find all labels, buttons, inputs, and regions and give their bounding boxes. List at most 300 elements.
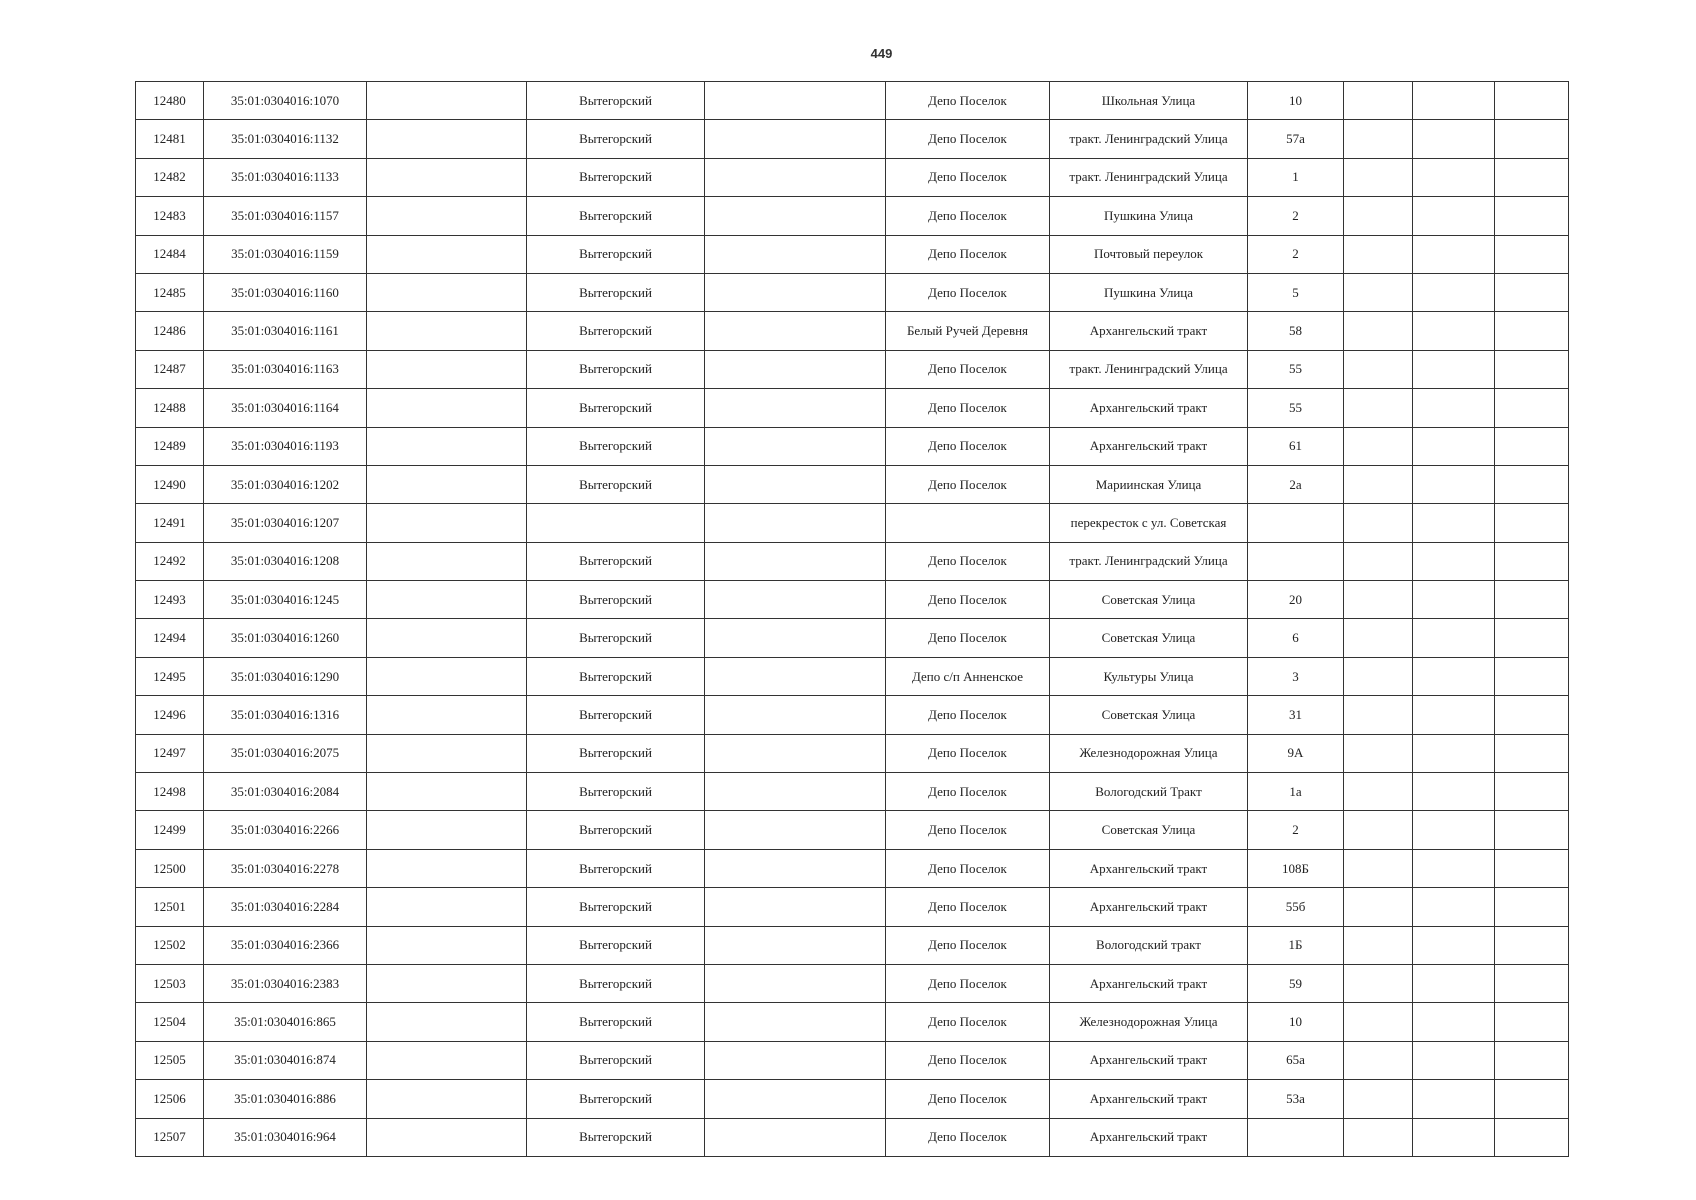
cell-row-number: 12497 [136, 734, 204, 772]
cell-locality: Депо Поселок [886, 235, 1050, 273]
cell-locality: Депо Поселок [886, 773, 1050, 811]
cell-row-number: 12491 [136, 504, 204, 542]
cell-street: Почтовый переулок [1050, 235, 1248, 273]
cell-empty [1495, 1080, 1569, 1118]
cell-empty [1344, 964, 1413, 1002]
cell-house-number: 9А [1248, 734, 1344, 772]
table-row [136, 1003, 1569, 1041]
cell-locality: Депо Поселок [886, 1003, 1050, 1041]
cell-district: Вытегорский [527, 581, 705, 619]
cell-cadastral-number: 35:01:0304016:1164 [204, 389, 367, 427]
cell-locality: Депо Поселок [886, 158, 1050, 196]
table-row [136, 273, 1569, 311]
cell-empty [1495, 734, 1569, 772]
cell-district: Вытегорский [527, 312, 705, 350]
cell-street: Советская Улица [1050, 581, 1248, 619]
cell-district: Вытегорский [527, 773, 705, 811]
cell-empty [367, 542, 527, 580]
cell-locality: Депо с/п Анненское [886, 657, 1050, 695]
cell-empty [1495, 811, 1569, 849]
cell-empty [705, 350, 886, 388]
cell-empty [1413, 427, 1495, 465]
cell-cadastral-number: 35:01:0304016:2084 [204, 773, 367, 811]
cell-house-number [1248, 1118, 1344, 1156]
cell-house-number: 108Б [1248, 849, 1344, 887]
cell-district: Вытегорский [527, 696, 705, 734]
cell-row-number: 12504 [136, 1003, 204, 1041]
cell-cadastral-number: 35:01:0304016:1070 [204, 82, 367, 120]
cell-empty [1344, 657, 1413, 695]
cell-empty [367, 197, 527, 235]
cell-house-number: 2 [1248, 811, 1344, 849]
cell-district: Вытегорский [527, 235, 705, 273]
table-row [136, 465, 1569, 503]
cell-empty [367, 389, 527, 427]
cell-empty [705, 849, 886, 887]
cell-row-number: 12492 [136, 542, 204, 580]
cell-empty [1495, 542, 1569, 580]
cell-district: Вытегорский [527, 657, 705, 695]
cell-locality: Депо Поселок [886, 197, 1050, 235]
cell-row-number: 12490 [136, 465, 204, 503]
cell-empty [705, 696, 886, 734]
cell-district: Вытегорский [527, 197, 705, 235]
cell-row-number: 12503 [136, 964, 204, 1002]
cell-row-number: 12506 [136, 1080, 204, 1118]
cell-empty [1495, 504, 1569, 542]
table-row [136, 581, 1569, 619]
cell-house-number: 2а [1248, 465, 1344, 503]
cell-empty [1344, 1080, 1413, 1118]
cell-cadastral-number: 35:01:0304016:865 [204, 1003, 367, 1041]
cell-empty [1495, 82, 1569, 120]
cell-district: Вытегорский [527, 1080, 705, 1118]
cell-house-number: 1а [1248, 773, 1344, 811]
cell-street: тракт. Ленинградский Улица [1050, 158, 1248, 196]
cell-empty [1344, 120, 1413, 158]
cell-empty [1495, 273, 1569, 311]
cell-empty [1495, 389, 1569, 427]
cell-cadastral-number: 35:01:0304016:1208 [204, 542, 367, 580]
cell-street: Пушкина Улица [1050, 273, 1248, 311]
cell-empty [367, 619, 527, 657]
cell-locality: Депо Поселок [886, 581, 1050, 619]
cell-row-number: 12501 [136, 888, 204, 926]
cell-street: Архангельский тракт [1050, 964, 1248, 1002]
cell-row-number: 12484 [136, 235, 204, 273]
cell-empty [1495, 773, 1569, 811]
cell-cadastral-number: 35:01:0304016:2278 [204, 849, 367, 887]
cell-locality: Депо Поселок [886, 82, 1050, 120]
cell-empty [705, 926, 886, 964]
cell-cadastral-number: 35:01:0304016:1161 [204, 312, 367, 350]
cell-empty [367, 926, 527, 964]
cell-empty [1413, 235, 1495, 273]
cell-empty [705, 504, 886, 542]
cell-empty [1344, 504, 1413, 542]
cell-cadastral-number: 35:01:0304016:2266 [204, 811, 367, 849]
cell-locality: Депо Поселок [886, 465, 1050, 503]
cell-cadastral-number: 35:01:0304016:964 [204, 1118, 367, 1156]
table-row [136, 235, 1569, 273]
cell-empty [367, 773, 527, 811]
table-row [136, 734, 1569, 772]
table-row [136, 1041, 1569, 1079]
cell-empty [1344, 542, 1413, 580]
cell-empty [1495, 926, 1569, 964]
cell-empty [1495, 619, 1569, 657]
cell-cadastral-number: 35:01:0304016:1245 [204, 581, 367, 619]
cell-empty [705, 197, 886, 235]
cell-empty [367, 312, 527, 350]
cell-empty [367, 1003, 527, 1041]
cell-empty [1344, 465, 1413, 503]
table-row [136, 657, 1569, 695]
cell-street: Советская Улица [1050, 811, 1248, 849]
cell-empty [1495, 350, 1569, 388]
cell-cadastral-number: 35:01:0304016:2075 [204, 734, 367, 772]
cell-cadastral-number: 35:01:0304016:1290 [204, 657, 367, 695]
cell-empty [367, 82, 527, 120]
cell-empty [367, 1118, 527, 1156]
cell-empty [1344, 312, 1413, 350]
cell-empty [705, 964, 886, 1002]
cell-empty [1413, 849, 1495, 887]
cell-empty [367, 1080, 527, 1118]
cell-empty [1344, 273, 1413, 311]
cell-district: Вытегорский [527, 888, 705, 926]
cell-empty [705, 427, 886, 465]
table-row [136, 849, 1569, 887]
cell-empty [1413, 120, 1495, 158]
cell-locality: Белый Ручей Деревня [886, 312, 1050, 350]
cell-cadastral-number: 35:01:0304016:874 [204, 1041, 367, 1079]
cell-locality: Депо Поселок [886, 427, 1050, 465]
cell-street: тракт. Ленинградский Улица [1050, 350, 1248, 388]
cell-empty [705, 542, 886, 580]
cell-row-number: 12488 [136, 389, 204, 427]
cell-locality: Депо Поселок [886, 734, 1050, 772]
cell-empty [1413, 696, 1495, 734]
cell-empty [367, 581, 527, 619]
cell-locality: Депо Поселок [886, 1080, 1050, 1118]
cell-row-number: 12487 [136, 350, 204, 388]
cell-empty [705, 120, 886, 158]
cell-row-number: 12502 [136, 926, 204, 964]
cell-row-number: 12499 [136, 811, 204, 849]
cell-row-number: 12482 [136, 158, 204, 196]
table-row [136, 926, 1569, 964]
cell-street: перекресток с ул. Советская [1050, 504, 1248, 542]
cell-empty [1413, 273, 1495, 311]
cell-empty [1495, 197, 1569, 235]
cell-house-number: 1Б [1248, 926, 1344, 964]
cell-empty [367, 696, 527, 734]
cell-empty [1413, 581, 1495, 619]
cell-empty [1413, 389, 1495, 427]
cell-district: Вытегорский [527, 811, 705, 849]
cell-empty [1495, 235, 1569, 273]
cell-empty [1495, 888, 1569, 926]
table-row [136, 619, 1569, 657]
cell-empty [705, 619, 886, 657]
cell-empty [367, 888, 527, 926]
cell-empty [1344, 849, 1413, 887]
cell-locality: Депо Поселок [886, 350, 1050, 388]
cell-empty [1495, 1003, 1569, 1041]
cell-district: Вытегорский [527, 82, 705, 120]
cell-empty [1344, 82, 1413, 120]
cell-empty [1413, 619, 1495, 657]
cell-house-number: 3 [1248, 657, 1344, 695]
cell-empty [1495, 465, 1569, 503]
cell-house-number: 61 [1248, 427, 1344, 465]
cell-district: Вытегорский [527, 120, 705, 158]
cell-empty [1344, 1003, 1413, 1041]
cell-empty [367, 657, 527, 695]
cell-empty [367, 849, 527, 887]
cell-empty [1344, 235, 1413, 273]
cell-district: Вытегорский [527, 542, 705, 580]
cell-house-number: 1 [1248, 158, 1344, 196]
cell-empty [705, 1080, 886, 1118]
cell-row-number: 12500 [136, 849, 204, 887]
cell-empty [367, 273, 527, 311]
cell-district: Вытегорский [527, 734, 705, 772]
cell-empty [705, 273, 886, 311]
cell-row-number: 12498 [136, 773, 204, 811]
cell-row-number: 12486 [136, 312, 204, 350]
cell-row-number: 12496 [136, 696, 204, 734]
cell-district: Вытегорский [527, 926, 705, 964]
cell-empty [705, 389, 886, 427]
cell-district: Вытегорский [527, 427, 705, 465]
registry-table-body [136, 82, 1569, 1157]
cell-empty [1413, 158, 1495, 196]
cell-district: Вытегорский [527, 465, 705, 503]
cell-row-number: 12493 [136, 581, 204, 619]
cell-empty [1344, 696, 1413, 734]
cell-empty [705, 888, 886, 926]
cell-empty [705, 581, 886, 619]
table-row [136, 1080, 1569, 1118]
cell-street: Вологодский тракт [1050, 926, 1248, 964]
cell-empty [1413, 504, 1495, 542]
cell-district [527, 504, 705, 542]
cell-empty [1495, 964, 1569, 1002]
table-row [136, 350, 1569, 388]
table-row [136, 197, 1569, 235]
cell-cadastral-number: 35:01:0304016:1132 [204, 120, 367, 158]
cell-cadastral-number: 35:01:0304016:1202 [204, 465, 367, 503]
cell-street: Архангельский тракт [1050, 312, 1248, 350]
cell-house-number: 59 [1248, 964, 1344, 1002]
cell-house-number: 2 [1248, 197, 1344, 235]
cell-cadastral-number: 35:01:0304016:2366 [204, 926, 367, 964]
table-row [136, 1118, 1569, 1156]
cell-house-number: 55 [1248, 350, 1344, 388]
cell-locality: Депо Поселок [886, 273, 1050, 311]
cell-district: Вытегорский [527, 389, 705, 427]
cell-district: Вытегорский [527, 849, 705, 887]
cell-house-number: 53а [1248, 1080, 1344, 1118]
cell-empty [367, 465, 527, 503]
cell-empty [1495, 696, 1569, 734]
cell-district: Вытегорский [527, 1041, 705, 1079]
cell-district: Вытегорский [527, 158, 705, 196]
table-row [136, 312, 1569, 350]
cell-street: Пушкина Улица [1050, 197, 1248, 235]
cell-house-number: 31 [1248, 696, 1344, 734]
cell-locality: Депо Поселок [886, 1041, 1050, 1079]
cell-empty [1413, 1080, 1495, 1118]
cell-house-number: 6 [1248, 619, 1344, 657]
cell-empty [1344, 734, 1413, 772]
cell-empty [1413, 888, 1495, 926]
cell-locality: Депо Поселок [886, 888, 1050, 926]
cell-cadastral-number: 35:01:0304016:1207 [204, 504, 367, 542]
cell-empty [1344, 197, 1413, 235]
cell-cadastral-number: 35:01:0304016:2383 [204, 964, 367, 1002]
cell-empty [367, 120, 527, 158]
cell-locality: Депо Поселок [886, 1118, 1050, 1156]
cell-cadastral-number: 35:01:0304016:1157 [204, 197, 367, 235]
cell-street: Архангельский тракт [1050, 1041, 1248, 1079]
cell-empty [705, 1118, 886, 1156]
cell-street: Мариинская Улица [1050, 465, 1248, 503]
cell-cadastral-number: 35:01:0304016:1133 [204, 158, 367, 196]
cell-empty [1413, 964, 1495, 1002]
cell-house-number: 2 [1248, 235, 1344, 273]
cell-row-number: 12485 [136, 273, 204, 311]
cell-district: Вытегорский [527, 1118, 705, 1156]
cell-empty [1495, 657, 1569, 695]
table-row [136, 158, 1569, 196]
cell-empty [1413, 1041, 1495, 1079]
cell-house-number: 20 [1248, 581, 1344, 619]
cell-row-number: 12507 [136, 1118, 204, 1156]
cell-street: тракт. Ленинградский Улица [1050, 542, 1248, 580]
cell-empty [1344, 389, 1413, 427]
cell-street: Архангельский тракт [1050, 1080, 1248, 1118]
cell-street: Советская Улица [1050, 696, 1248, 734]
cell-empty [705, 1003, 886, 1041]
cell-empty [705, 773, 886, 811]
cell-empty [367, 158, 527, 196]
cell-row-number: 12483 [136, 197, 204, 235]
cell-street: Школьная Улица [1050, 82, 1248, 120]
cell-empty [705, 1041, 886, 1079]
cell-empty [1344, 773, 1413, 811]
cell-empty [1413, 657, 1495, 695]
cell-empty [367, 734, 527, 772]
cell-empty [1344, 427, 1413, 465]
cell-empty [1495, 581, 1569, 619]
cell-cadastral-number: 35:01:0304016:1260 [204, 619, 367, 657]
cell-house-number: 55 [1248, 389, 1344, 427]
cell-empty [1413, 312, 1495, 350]
cell-empty [1495, 427, 1569, 465]
cell-district: Вытегорский [527, 350, 705, 388]
cell-cadastral-number: 35:01:0304016:1193 [204, 427, 367, 465]
cell-house-number: 55б [1248, 888, 1344, 926]
cell-cadastral-number: 35:01:0304016:1160 [204, 273, 367, 311]
cell-district: Вытегорский [527, 964, 705, 1002]
cell-empty [705, 235, 886, 273]
table-row [136, 504, 1569, 542]
cell-row-number: 12489 [136, 427, 204, 465]
cell-empty [705, 312, 886, 350]
cell-street: Архангельский тракт [1050, 389, 1248, 427]
cell-locality [886, 504, 1050, 542]
cell-house-number: 57а [1248, 120, 1344, 158]
cell-empty [705, 465, 886, 503]
cell-empty [367, 504, 527, 542]
cell-street: Культуры Улица [1050, 657, 1248, 695]
cell-house-number: 5 [1248, 273, 1344, 311]
cell-empty [1495, 158, 1569, 196]
cell-street: Архангельский тракт [1050, 427, 1248, 465]
cell-empty [1495, 1041, 1569, 1079]
cell-locality: Депо Поселок [886, 849, 1050, 887]
cell-cadastral-number: 35:01:0304016:1316 [204, 696, 367, 734]
table-row [136, 888, 1569, 926]
cell-empty [1495, 120, 1569, 158]
table-row [136, 82, 1569, 120]
table-row [136, 696, 1569, 734]
cell-empty [367, 1041, 527, 1079]
cell-row-number: 12494 [136, 619, 204, 657]
cell-empty [1344, 888, 1413, 926]
cell-house-number [1248, 504, 1344, 542]
cell-empty [1413, 465, 1495, 503]
cell-empty [367, 235, 527, 273]
cell-empty [1413, 811, 1495, 849]
cell-locality: Депо Поселок [886, 120, 1050, 158]
cell-house-number: 10 [1248, 1003, 1344, 1041]
cell-empty [1413, 926, 1495, 964]
table-row [136, 542, 1569, 580]
cell-empty [1413, 82, 1495, 120]
cell-cadastral-number: 35:01:0304016:1163 [204, 350, 367, 388]
cell-street: Железнодорожная Улица [1050, 734, 1248, 772]
cell-street: Архангельский тракт [1050, 888, 1248, 926]
cell-empty [367, 350, 527, 388]
cell-empty [1344, 619, 1413, 657]
cell-empty [1413, 734, 1495, 772]
table-row [136, 773, 1569, 811]
cell-street: Советская Улица [1050, 619, 1248, 657]
cell-locality: Депо Поселок [886, 619, 1050, 657]
cell-empty [705, 657, 886, 695]
cell-empty [1344, 1118, 1413, 1156]
cell-street: Архангельский тракт [1050, 1118, 1248, 1156]
table-row [136, 389, 1569, 427]
cell-district: Вытегорский [527, 619, 705, 657]
cell-empty [1495, 1118, 1569, 1156]
cell-cadastral-number: 35:01:0304016:1159 [204, 235, 367, 273]
cell-locality: Депо Поселок [886, 389, 1050, 427]
cell-empty [1413, 773, 1495, 811]
cell-empty [367, 811, 527, 849]
cell-empty [1344, 926, 1413, 964]
table-row [136, 427, 1569, 465]
cell-empty [1495, 312, 1569, 350]
cell-empty [367, 427, 527, 465]
cell-empty [705, 82, 886, 120]
cell-locality: Депо Поселок [886, 811, 1050, 849]
table-row [136, 811, 1569, 849]
